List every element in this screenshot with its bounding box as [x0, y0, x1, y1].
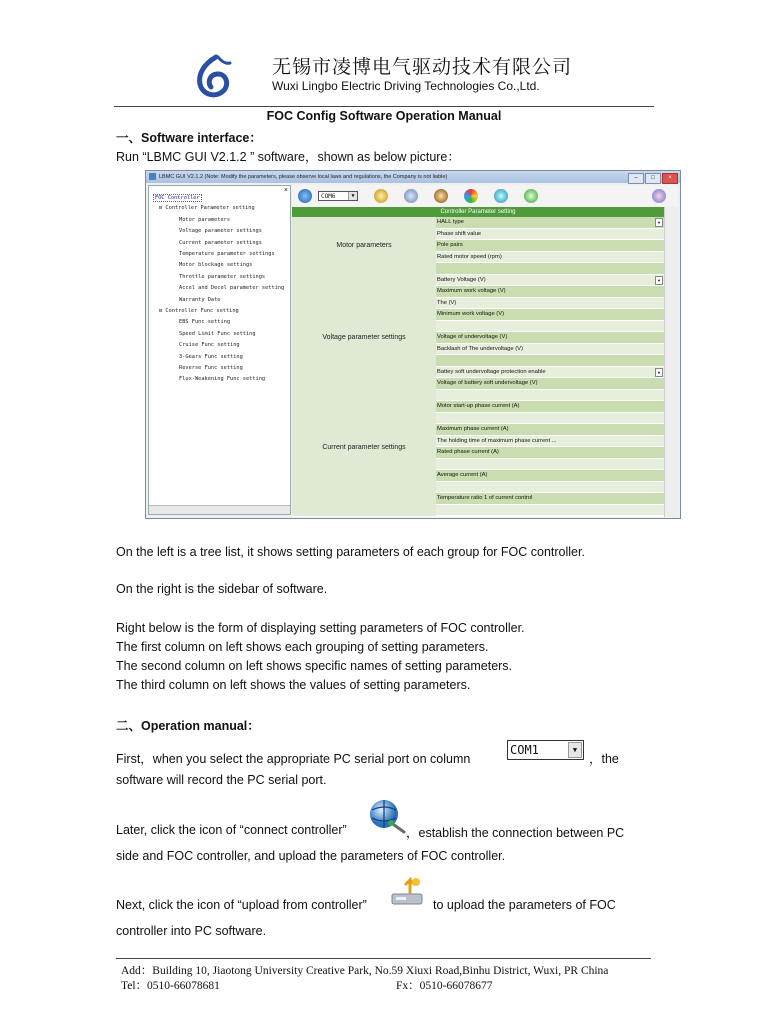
param-value[interactable]: [587, 217, 664, 228]
param-value[interactable]: [587, 263, 664, 274]
grid-param-row[interactable]: [436, 505, 664, 517]
upload-from-controller-icon: [388, 872, 428, 912]
grid-param-row[interactable]: [436, 286, 664, 298]
param-name: Voltage of undervoltage (V): [436, 332, 587, 343]
section-heading-operation-manual: 二、Operation manual：: [116, 719, 260, 733]
param-name: [436, 482, 587, 493]
grid-vertical-scrollbar[interactable]: [664, 207, 677, 517]
param-value[interactable]: [587, 436, 664, 447]
paragraph-first-line2: software will record the PC serial port.: [116, 773, 327, 787]
grid-param-row[interactable]: [436, 401, 664, 413]
param-value[interactable]: [587, 459, 664, 470]
param-name: The holding time of maximum phase current ...: [436, 436, 587, 447]
grid-param-row[interactable]: [436, 298, 664, 310]
param-name: [436, 263, 587, 274]
grid-param-row[interactable]: [436, 493, 664, 505]
paragraph-first-line1a: First，when you select the appropriate PC serial port on column: [116, 752, 471, 766]
param-value[interactable]: [587, 275, 664, 286]
paragraph-next-line2: controller into PC software.: [116, 924, 267, 938]
param-value[interactable]: [587, 367, 664, 378]
com1-value: COM1: [510, 743, 539, 757]
tree-item[interactable]: Throttle parameter settings: [179, 273, 266, 280]
tree-item[interactable]: Speed Limit Func setting: [179, 330, 256, 337]
param-name: Battey soft undervoltage protection enable: [436, 367, 587, 378]
paragraph-tree-list: On the left is a tree list, it shows setting parameters of each group for FOC controller.: [116, 545, 585, 559]
chevron-down-icon: ▼: [348, 192, 357, 200]
param-name: Temperature ratio 1 of current control: [436, 493, 587, 504]
paragraph-form-line2: The first column on left shows each grouping of setting parameters.: [116, 640, 489, 654]
maximize-icon[interactable]: □: [645, 173, 661, 184]
param-value[interactable]: [587, 344, 664, 355]
parameter-tree: [148, 185, 291, 515]
paragraph-later-line2: side and FOC controller, and upload the parameters of FOC controller.: [116, 849, 506, 863]
section-heading-software-interface: 一、Software interface：: [116, 131, 262, 145]
tree-close-icon[interactable]: ×: [283, 187, 288, 194]
app-icon: [149, 173, 156, 180]
grid-param-row[interactable]: [436, 367, 664, 379]
software-window-screenshot: [145, 170, 681, 519]
param-name: [436, 459, 587, 470]
param-name: [436, 355, 587, 366]
parameter-grid: [292, 207, 664, 517]
param-value[interactable]: [587, 252, 664, 263]
paragraph-first-line1b: ，the: [589, 752, 619, 766]
param-name: Maximum phase current (A): [436, 424, 587, 435]
tree-item[interactable]: ⊟ Controller Parameter setting: [159, 205, 255, 212]
apply-icon[interactable]: [524, 189, 538, 203]
close-icon[interactable]: ×: [662, 173, 678, 184]
param-name: The (V): [436, 298, 587, 309]
company-name-cn: 无锡市凌博电气驱动技术有限公司: [272, 56, 573, 78]
grid-param-row[interactable]: [436, 390, 664, 402]
save-file-icon[interactable]: [434, 189, 448, 203]
grid-param-row[interactable]: [436, 275, 664, 287]
header-divider: [114, 106, 654, 107]
tree-item[interactable]: Reverse Func setting: [179, 365, 243, 371]
paragraph-sidebar: On the right is the sidebar of software.: [116, 582, 328, 596]
grid-param-row[interactable]: [436, 217, 664, 229]
grid-param-row[interactable]: [436, 470, 664, 482]
toolbar: [292, 185, 678, 207]
param-name: Voltage of battery soft undervoltage (V): [436, 378, 587, 389]
param-name: Pole pairs: [436, 240, 587, 251]
param-value[interactable]: [587, 298, 664, 309]
grid-param-row[interactable]: [436, 240, 664, 252]
grid-param-row[interactable]: [436, 436, 664, 448]
grid-group-cell: Voltage parameter settings: [292, 275, 436, 403]
grid-param-row[interactable]: [436, 424, 664, 436]
window-titlebar: [146, 171, 680, 183]
grid-param-row[interactable]: [436, 229, 664, 241]
param-value[interactable]: [587, 332, 664, 343]
param-value[interactable]: [587, 286, 664, 297]
param-name: Maximum work voltage (V): [436, 286, 587, 297]
footer-divider: [116, 958, 651, 959]
tree-item[interactable]: ⊟ Controller Func setting: [159, 308, 239, 314]
tree-item[interactable]: Current parameter settings: [179, 239, 262, 246]
intro-text: Run “LBMC GUI V2.1.2 ” software，shown as below picture：: [116, 150, 460, 164]
grid-param-row[interactable]: [436, 482, 664, 494]
document-title: FOC Config Software Operation Manual: [266, 109, 502, 123]
tree-item[interactable]: 3-Gears Func setting: [179, 353, 243, 360]
grid-param-row[interactable]: [436, 447, 664, 459]
param-value[interactable]: [587, 355, 664, 366]
tree-item[interactable]: Warranty Date: [179, 296, 221, 303]
param-value[interactable]: [587, 505, 664, 516]
param-value[interactable]: [587, 493, 664, 504]
chevron-down-icon[interactable]: ▼: [655, 218, 663, 227]
footer-tel: Tel：0510-66078681: [121, 980, 220, 992]
tree-horizontal-scrollbar[interactable]: [149, 505, 290, 514]
minimize-icon[interactable]: –: [628, 173, 644, 184]
tree-item[interactable]: EBS Func setting: [179, 319, 231, 326]
param-name: Rated motor speed (rpm): [436, 252, 587, 263]
param-name: [436, 413, 587, 424]
grid-param-row[interactable]: [436, 263, 664, 275]
grid-param-row[interactable]: [436, 459, 664, 471]
param-name: [436, 505, 587, 516]
tree-item[interactable]: Flux-Weakening Func setting: [179, 376, 266, 383]
grid-group-cell: Current parameter settings: [292, 401, 436, 494]
param-name: Minimum work voltage (V): [436, 309, 587, 320]
grid-param-row[interactable]: [436, 378, 664, 390]
param-value[interactable]: [587, 229, 664, 240]
paragraph-form-line1: Right below is the form of displaying setting parameters of FOC controller.: [116, 621, 525, 635]
param-name: Average current (A): [436, 470, 587, 481]
param-name: HALL type: [436, 217, 587, 228]
paragraph-next-line1b: to upload the parameters of FOC: [433, 898, 616, 912]
grid-param-row[interactable]: [436, 332, 664, 344]
tree-item[interactable]: Voltage parameter settings: [179, 228, 262, 235]
tree-root-item[interactable]: FOC Controller: [155, 195, 200, 201]
connect-controller-icon: [364, 796, 408, 836]
grid-param-row[interactable]: [436, 252, 664, 264]
param-value[interactable]: [587, 482, 664, 493]
param-value[interactable]: [587, 413, 664, 424]
company-name-en: Wuxi Lingbo Electric Driving Technologies Co.,Ltd.: [272, 79, 540, 93]
company-logo-icon: [192, 54, 234, 98]
users-icon[interactable]: [652, 189, 666, 203]
chevron-down-icon[interactable]: ▼: [655, 368, 663, 377]
param-value[interactable]: [587, 447, 664, 458]
grid-param-row[interactable]: [436, 355, 664, 367]
footer-address: Add：Building 10, Jiaotong University Creative Park, No.59 Xiuxi Road,Binhu District, Wuxi, PR China: [121, 965, 609, 977]
tree-item[interactable]: Temperature parameter settings: [179, 251, 275, 257]
param-name: Motor start-up phase current (A): [436, 401, 587, 412]
param-name: Rated phase current (A): [436, 447, 587, 458]
footer-fax: Fx：0510-66078677: [396, 980, 493, 992]
param-name: Phase shift value: [436, 229, 587, 240]
param-value[interactable]: [587, 240, 664, 251]
grid-param-row[interactable]: [436, 344, 664, 356]
chevron-down-icon[interactable]: ▼: [655, 276, 663, 285]
chevron-down-icon: ▼: [568, 742, 582, 758]
com-port-value: COM6: [321, 193, 336, 200]
grid-group-cell: Motor parameters: [292, 217, 436, 276]
param-name: Backlash of The undervoltage (V): [436, 344, 587, 355]
paragraph-later-line1b: ，establish the connection between PC: [406, 826, 625, 840]
download-to-controller-icon[interactable]: [404, 189, 418, 203]
tree-item[interactable]: Cruise Func setting: [179, 342, 240, 349]
refresh-icon[interactable]: [494, 189, 508, 203]
grid-param-row[interactable]: [436, 309, 664, 321]
com-port-select[interactable]: [318, 191, 358, 201]
param-value[interactable]: [587, 424, 664, 435]
grid-header: Controller Parameter setting: [292, 207, 664, 217]
param-value[interactable]: [587, 321, 664, 332]
param-value[interactable]: [587, 390, 664, 401]
window-title: LBMC GUI V2.1.2 (Note: Modify the parameters, please observe local laws and regulations, the Company is not liable): [159, 174, 448, 180]
tree-item[interactable]: Motor parameters: [179, 216, 231, 223]
grid-param-row[interactable]: [436, 413, 664, 425]
grid-param-row[interactable]: [436, 321, 664, 333]
param-value[interactable]: [587, 470, 664, 481]
window-controls: [627, 172, 678, 184]
param-name: [436, 321, 587, 332]
connect-controller-icon[interactable]: [298, 189, 312, 203]
tree-item[interactable]: Motor blockage settings: [179, 262, 253, 269]
param-value[interactable]: [587, 378, 664, 389]
param-value[interactable]: [587, 401, 664, 412]
param-value[interactable]: [587, 309, 664, 320]
color-wheel-icon[interactable]: [464, 189, 478, 203]
paragraph-form-line4: The third column on left shows the values of setting parameters.: [116, 678, 471, 692]
upload-from-controller-icon[interactable]: [374, 189, 388, 203]
paragraph-later-line1a: Later, click the icon of “connect controller”: [116, 823, 347, 837]
param-name: [436, 390, 587, 401]
param-name: Battery Voltage (V): [436, 275, 587, 286]
paragraph-next-line1a: Next, click the icon of “upload from controller”: [116, 898, 367, 912]
com1-select-illustration: [507, 740, 584, 760]
tree-item[interactable]: Accel and Decel parameter setting: [179, 285, 285, 292]
grid-group-cell: [292, 493, 436, 517]
paragraph-form-line3: The second column on left shows specific names of setting parameters.: [116, 659, 513, 673]
